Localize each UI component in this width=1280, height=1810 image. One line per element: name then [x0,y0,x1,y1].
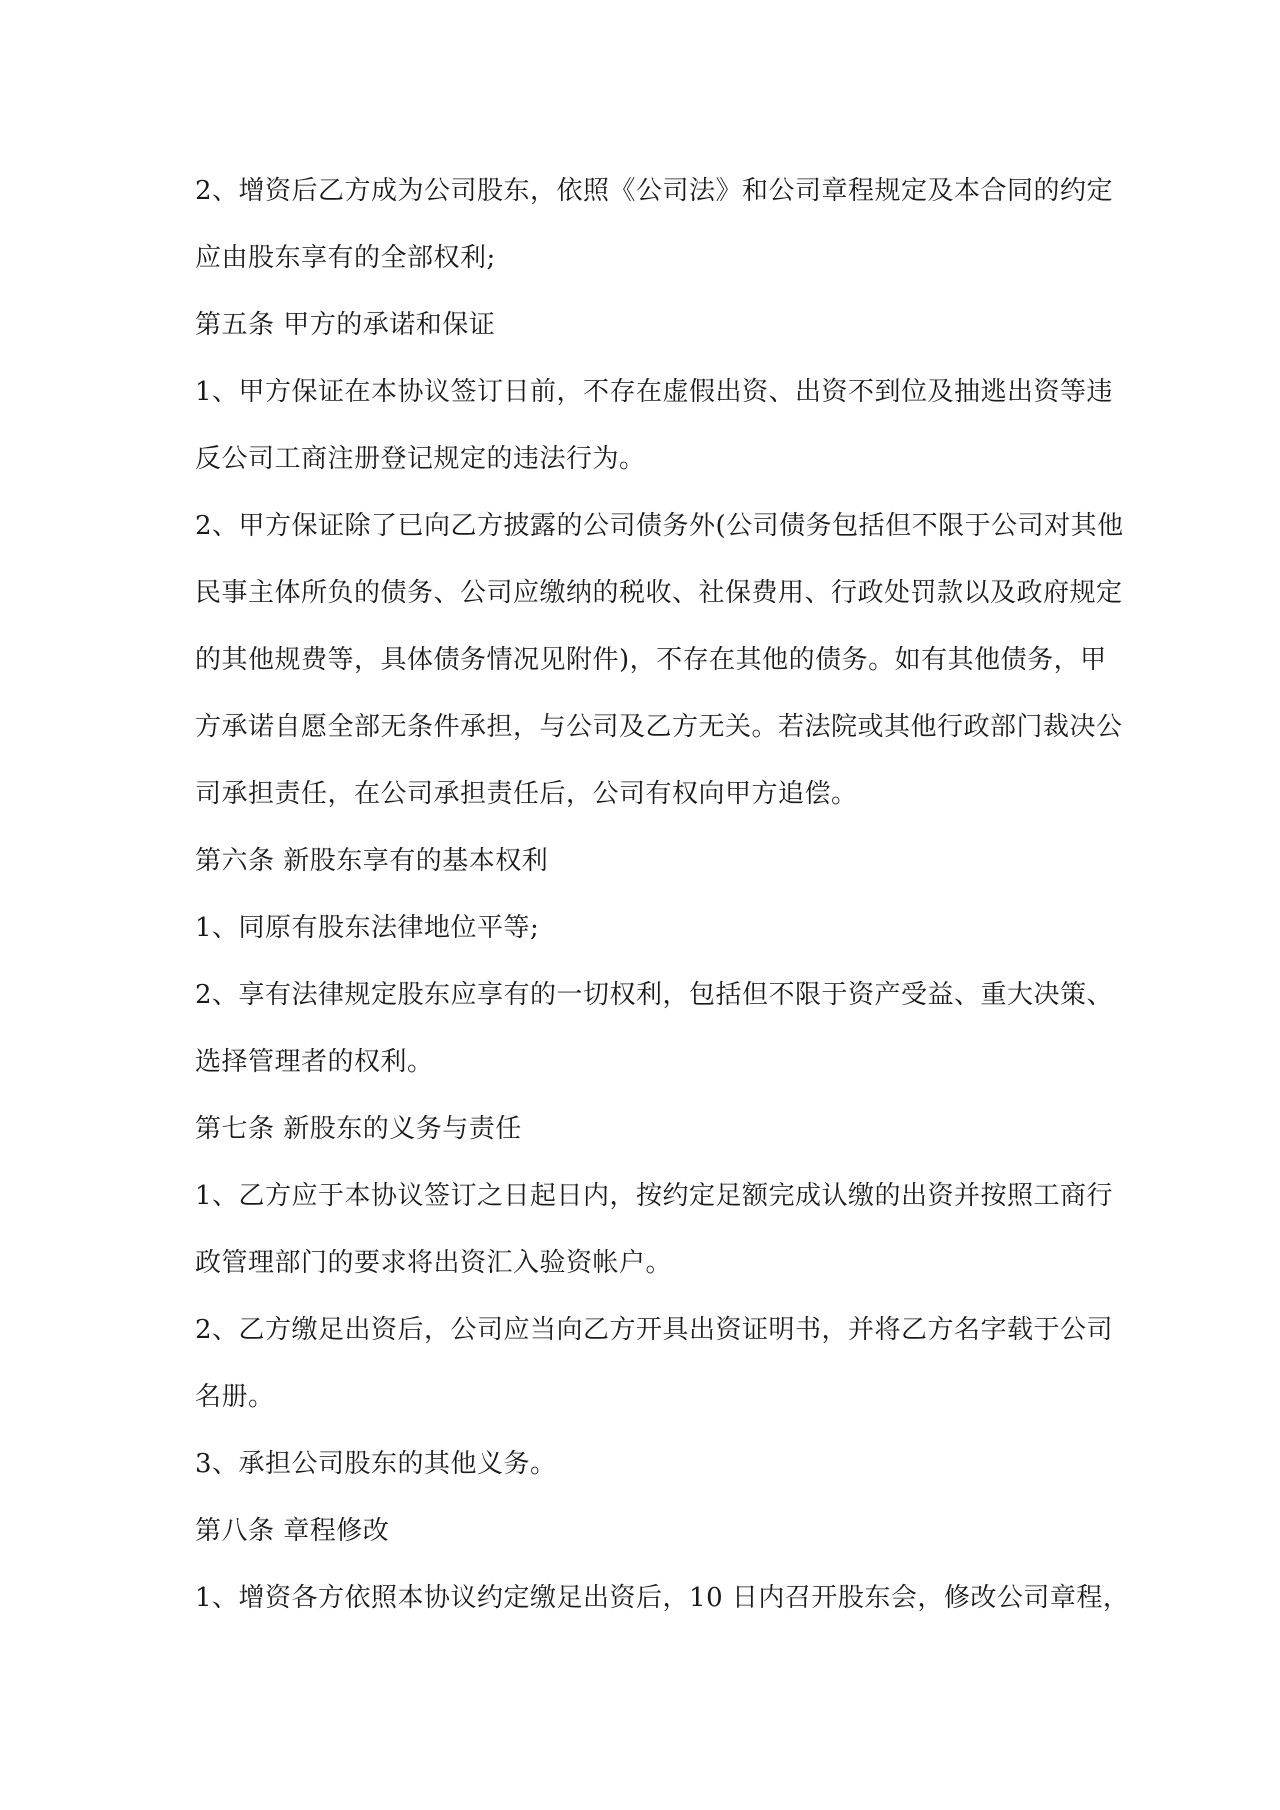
paragraph-line: 反公司工商注册登记规定的违法行为。 [195,444,646,474]
paragraph-line: 的其他规费等，具体债务情况见附件)，不存在其他的债务。如有其他债务，甲 [195,645,1107,675]
paragraph-line: 政管理部门的要求将出资汇入验资帐户。 [195,1248,673,1278]
paragraph-line: 应由股东享有的全部权利; [195,243,496,273]
section-heading: 第七条 新股东的义务与责任 [195,1114,522,1144]
paragraph-line: 方承诺自愿全部无条件承担，与公司及乙方无关。若法院或其他行政部门裁决公 [195,712,1123,742]
paragraph-line: 名册。 [195,1382,275,1412]
document-body [195,158,1130,1632]
paragraph-line: 1、乙方应于本协议签订之日起日内，按约定足额完成认缴的出资并按照工商行 [195,1181,1114,1211]
paragraph-line: 2、增资后乙方成为公司股东，依照《公司法》和公司章程规定及本合同的约定 [195,176,1114,206]
section-heading: 第八条 章程修改 [195,1516,390,1546]
paragraph-line: 1、同原有股东法律地位平等; [195,913,540,943]
section-heading: 第六条 新股东享有的基本权利 [195,846,549,876]
paragraph-line: 司承担责任，在公司承担责任后，公司有权向甲方追偿。 [195,779,858,809]
paragraph-line: 2、乙方缴足出资后，公司应当向乙方开具出资证明书，并将乙方名字载于公司 [195,1315,1114,1345]
paragraph-line: 2、享有法律规定股东应享有的一切权利，包括但不限于资产受益、重大决策、 [195,980,1114,1010]
paragraph-line: 选择管理者的权利。 [195,1047,434,1077]
section-heading: 第五条 甲方的承诺和保证 [195,310,496,340]
paragraph-line: 3、承担公司股东的其他义务。 [195,1449,557,1479]
paragraph-line: 民事主体所负的债务、公司应缴纳的税收、社保费用、行政处罚款以及政府规定 [195,578,1123,608]
paragraph-line: 1、甲方保证在本协议签订日前，不存在虚假出资、出资不到位及抽逃出资等违 [195,377,1114,407]
paragraph-line: 2、甲方保证除了已向乙方披露的公司债务外(公司债务包括但不限于公司对其他 [195,511,1124,541]
paragraph-line: 1、增资各方依照本协议约定缴足出资后，10 日内召开股东会，修改公司章程， [195,1583,1130,1613]
